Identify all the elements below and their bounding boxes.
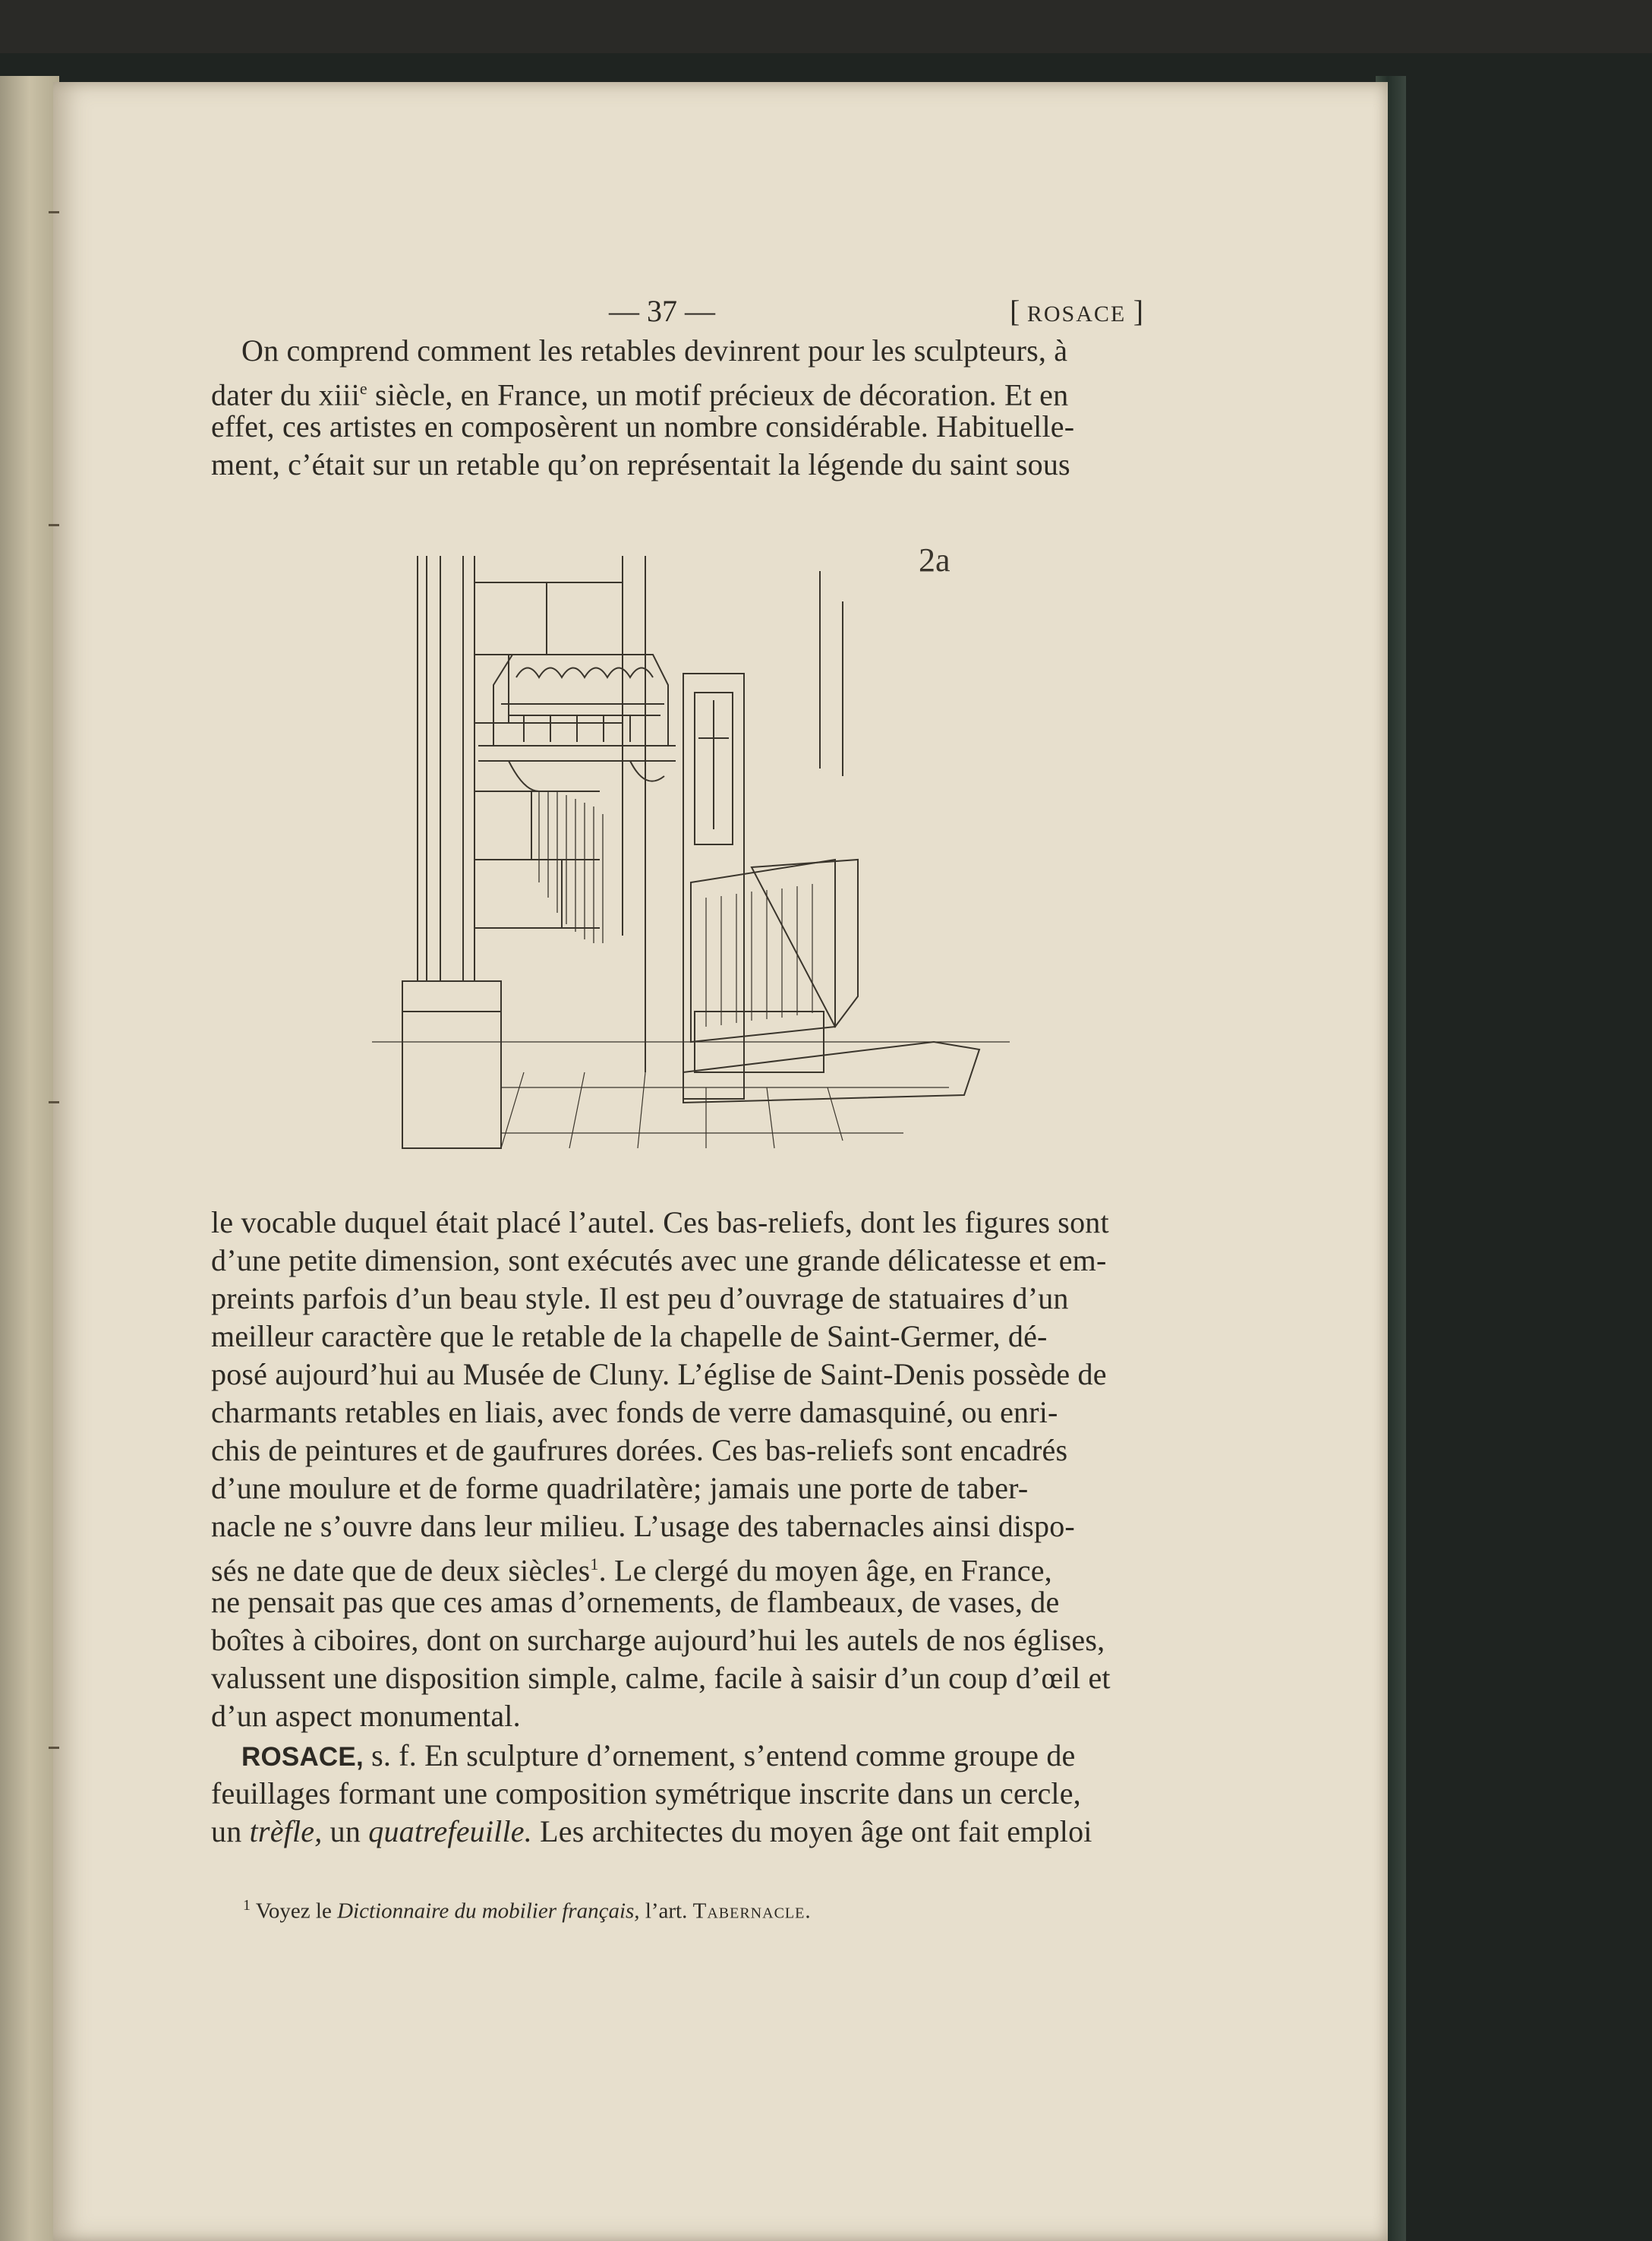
facing-page-edge — [0, 76, 59, 2241]
entry-grammar: s. f. — [363, 1738, 417, 1772]
text-line: d’une moulure et de forme quadrilatère; jamais une porte de taber- — [211, 1471, 1029, 1505]
running-head-word: ROSACE — [1026, 301, 1127, 327]
text-line — [211, 1548, 1052, 1587]
running-head — [1010, 293, 1143, 329]
text-line — [211, 372, 1068, 412]
binding-stitch — [49, 1747, 59, 1749]
text-segment: un — [211, 1814, 250, 1848]
text-line: nacle ne s’ouvre dans leur milieu. L’usage des tabernacles ainsi dispo- — [211, 1509, 1075, 1543]
text-line: d’un aspect monumental. — [211, 1699, 521, 1733]
text-segment: sés ne date que de deux siècles — [211, 1553, 591, 1588]
italic-term: quatrefeuille. — [368, 1814, 532, 1848]
italic-term: trèfle, — [249, 1814, 323, 1848]
text-line: meilleur caractère que le retable de la chapelle de Saint-Germer, dé- — [211, 1319, 1048, 1353]
text-segment: siècle, en France, un motif précieux de décoration. Et en — [367, 377, 1069, 412]
text-line — [241, 1739, 1075, 1774]
text-segment: . Le clergé du moyen âge, en France, — [598, 1553, 1052, 1588]
text-line: effet, ces artistes en composèrent un nombre considérable. Habituelle- — [211, 409, 1075, 443]
figure-annotation: 2a — [919, 541, 951, 579]
text-segment: Voyez le — [251, 1899, 338, 1924]
text-segment: l’art. — [639, 1899, 693, 1924]
text-line: charmants retables en liais, avec fonds de verre damasquiné, ou enri- — [211, 1395, 1058, 1429]
small-caps-term: Tabernacle. — [692, 1899, 812, 1924]
text-line: feuillages formant une composition symétrique inscrite dans un cercle, — [211, 1776, 1081, 1810]
text-line: ment, c’était sur un retable qu’on représentait la légende du saint sous — [211, 447, 1070, 481]
entry-headword: ROSACE, — [241, 1742, 364, 1772]
text-segment: Les architectes du moyen âge ont fait emploi — [531, 1814, 1092, 1848]
page-number: — 37 — — [609, 294, 715, 328]
bracket-close: ] — [1133, 294, 1144, 328]
text-line: chis de peintures et de gaufrures dorées. Ces bas-reliefs sont encadrés — [211, 1433, 1068, 1467]
text-line: On comprend comment les retables devinrent pour les sculpteurs, à — [241, 333, 1068, 368]
text-line: ne pensait pas que ces amas d’ornements, de flambeaux, de vases, de — [211, 1585, 1060, 1619]
text-line: le vocable duquel était placé l’autel. Ces bas-reliefs, dont les figures sont — [211, 1205, 1109, 1239]
text-line: boîtes à ciboires, dont on surcharge aujourd’hui les autels de nos églises, — [211, 1623, 1105, 1657]
binding-stitch — [49, 211, 59, 213]
retable-engraving — [372, 541, 1010, 1163]
footnote-reference: 1 — [590, 1554, 599, 1573]
footnote — [243, 1897, 812, 1924]
text-line: d’une petite dimension, sont exécutés avec une grande délicatesse et em- — [211, 1243, 1107, 1277]
text-line: preints parfois d’un beau style. Il est peu d’ouvrage de statuaires d’un — [211, 1281, 1069, 1315]
footnote-marker: 1 — [243, 1897, 251, 1914]
italic-title: Dictionnaire du mobilier français, — [337, 1899, 640, 1924]
superscript: e — [359, 379, 367, 398]
text-segment: dater du xiii — [211, 377, 360, 412]
text-line — [211, 1815, 1092, 1848]
text-line: valussent une disposition simple, calme, facile à saisir d’un coup d’œil et — [211, 1661, 1111, 1695]
text-segment: En sculpture d’ornement, s’entend comme groupe de — [416, 1738, 1076, 1772]
text-line: posé aujourd’hui au Musée de Cluny. L’église de Saint-Denis possède de — [211, 1357, 1107, 1391]
bracket-open: [ — [1010, 294, 1020, 328]
binding-stitch — [49, 1101, 59, 1103]
binding-stitch — [49, 524, 59, 526]
text-segment: un — [322, 1814, 369, 1848]
